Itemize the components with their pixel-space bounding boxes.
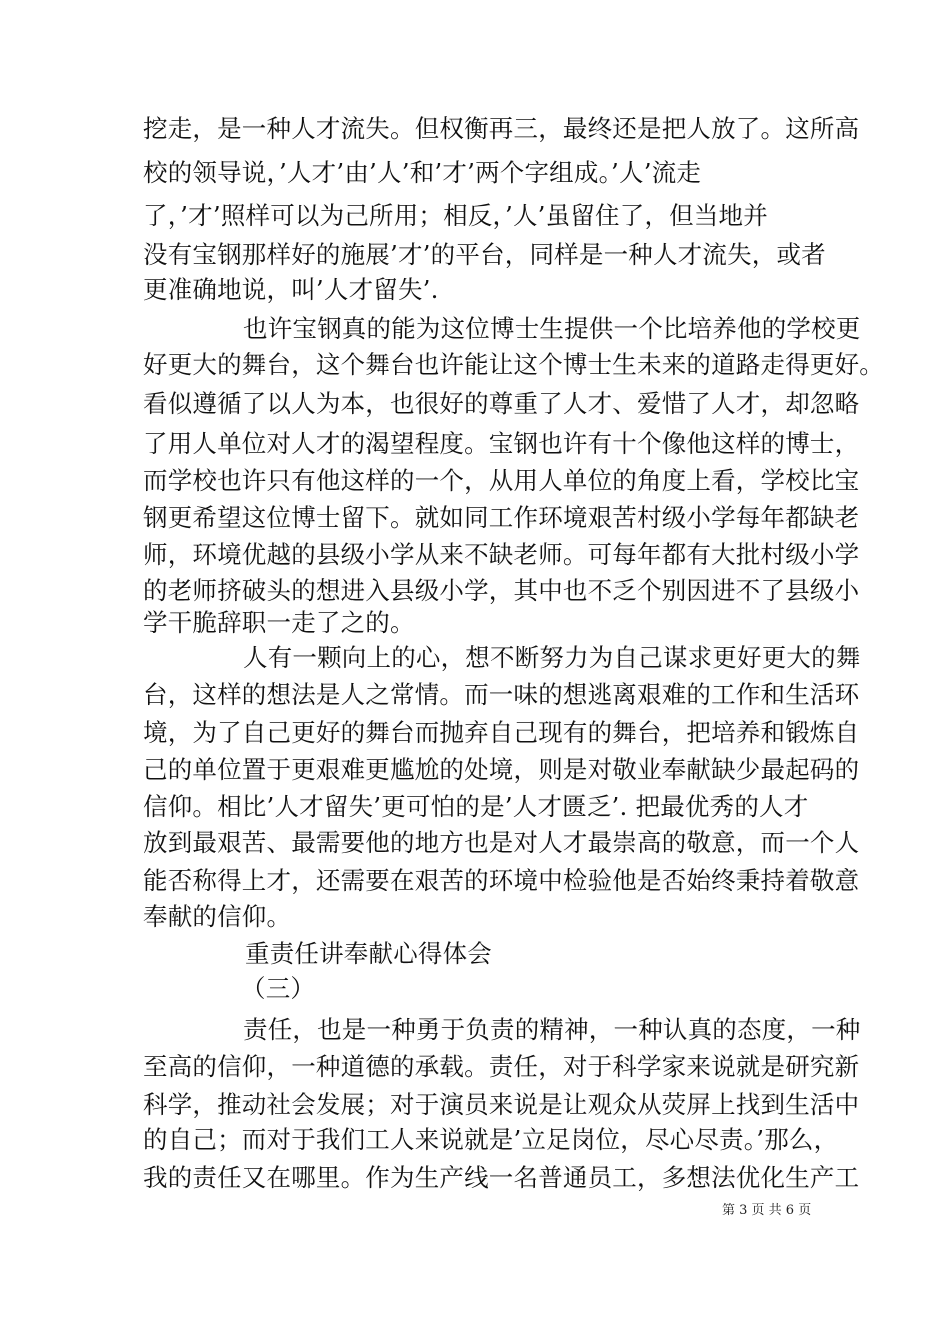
text-line: 科学，推动社会发展；对于演员来说是让观众从荧屏上找到生活中 [143, 1090, 860, 1119]
text-line: 钢更希望这位博士留下。就如同工作环境艰苦村级小学每年都缺老 [143, 503, 860, 532]
text-line: 至高的信仰，一种道德的承载。责任，对于科学家来说就是研究新 [143, 1052, 860, 1081]
text-line: 我的责任又在哪里。作为生产线一名普通员工，多想法优化生产工 [143, 1163, 860, 1192]
text-line: 而学校也许只有他这样的一个，从用人单位的角度上看，学校比宝 [143, 466, 860, 495]
text-line: 能否称得上才，还需要在艰苦的环境中检验他是否始终秉持着敬意 [143, 866, 860, 895]
text-line: 了，’才’照样可以为己所用；相反，’人’虽留住了，但当地并 [143, 201, 768, 230]
text-line: 放到最艰苦、最需要他的地方也是对人才最崇高的敬意，而一个人 [143, 828, 860, 857]
text-line: 境，为了自己更好的舞台而抛弃自己现有的舞台，把培养和锻炼自 [143, 718, 860, 747]
text-line: 也许宝钢真的能为这位博士生提供一个比培养他的学校更 [243, 314, 861, 343]
text-line: 学干脆辞职一走了之的。 [143, 608, 415, 637]
text-line: 的老师挤破头的想进入县级小学，其中也不乏个别因进不了县级小 [143, 576, 860, 605]
text-line: 信仰。相比’人才留失’更可怕的是’人才匮乏’. 把最优秀的人才 [143, 792, 809, 821]
text-line: 校的领导说，’人才’由’人’和’才’两个字组成。’人’流走 [143, 158, 702, 187]
text-line: 的自己；而对于我们工人来说就是’立足岗位，尽心尽责。’那么， [143, 1125, 839, 1154]
text-line: 更准确地说，叫’人才留失’. [143, 275, 439, 304]
text-line: 己的单位置于更艰难更尴尬的处境，则是对敬业奉献缺少最起码的 [143, 755, 860, 784]
section-heading: 重责任讲奉献心得体会 [245, 939, 492, 968]
text-line: 没有宝钢那样好的施展’才’的平台，同样是一种人才流失，或者 [143, 240, 826, 269]
text-line: 看似遵循了以人为本，也很好的尊重了人才、爱惜了人才，却忽略 [143, 389, 860, 418]
text-line: 师，环境优越的县级小学从来不缺老师。可每年都有大批村级小学 [143, 540, 860, 569]
text-line: 挖走，是一种人才流失。但权衡再三，最终还是把人放了。这所高 [143, 114, 860, 143]
text-line: 台，这样的想法是人之常情。而一味的想逃离艰难的工作和生活环 [143, 680, 860, 709]
text-line: 人有一颗向上的心，想不断努力为自己谋求更好更大的舞 [243, 643, 861, 672]
section-subheading: （三） [241, 974, 316, 1003]
page-number: 第 3 页 共 6 页 [722, 1203, 812, 1218]
text-line: 好更大的舞台，这个舞台也许能让这个博士生未来的道路走得更好。 [143, 350, 884, 379]
text-line: 奉献的信仰。 [143, 902, 292, 931]
text-line: 责任，也是一种勇于负责的精神，一种认真的态度，一种 [243, 1015, 861, 1044]
text-line: 了用人单位对人才的渴望程度。宝钢也许有十个像他这样的博士， [143, 429, 860, 458]
